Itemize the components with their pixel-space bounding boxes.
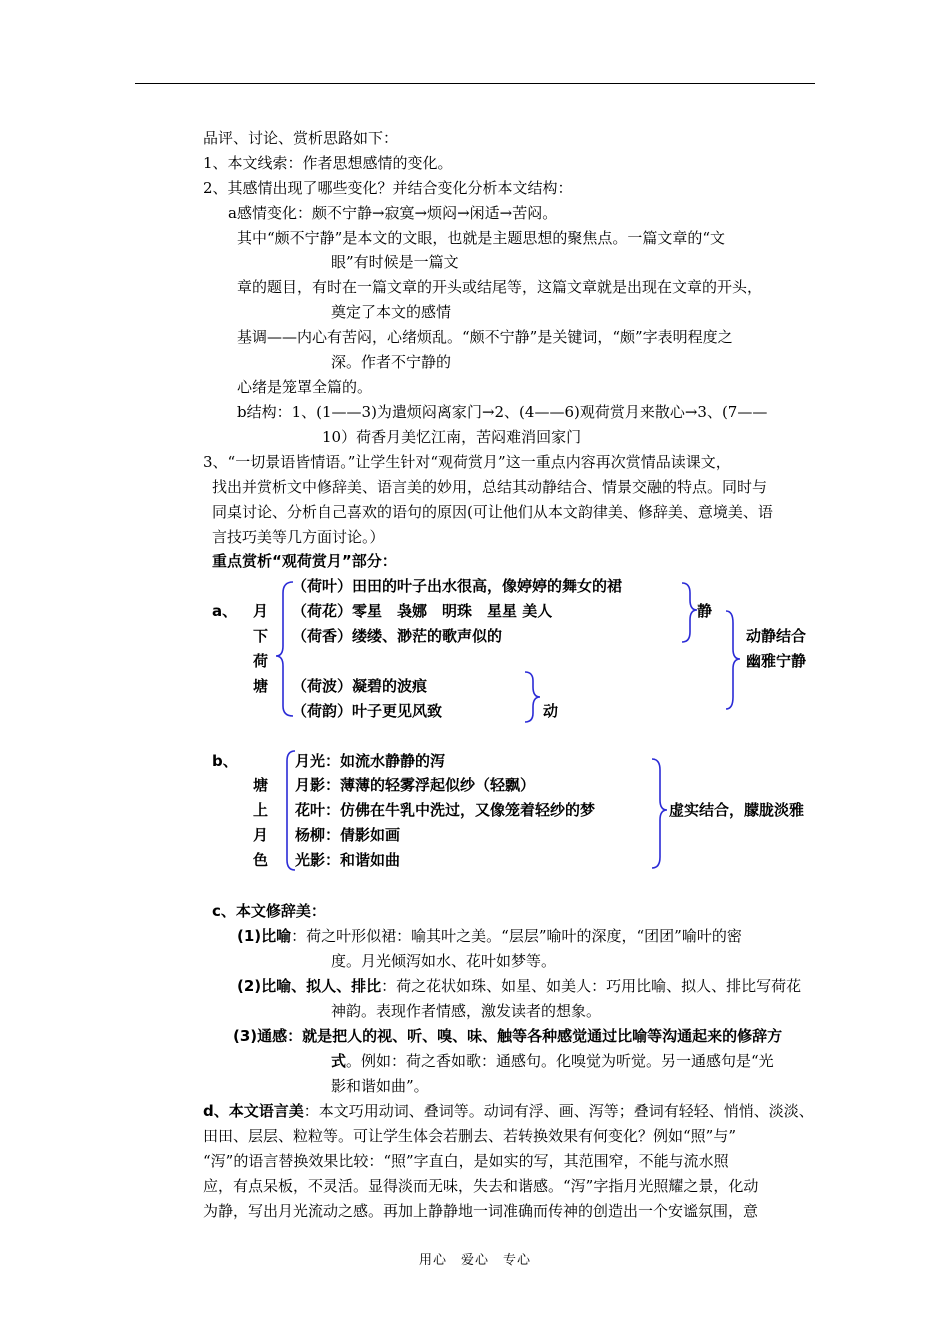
structure-line: b结构：1、(1——3)为遣烦闷离家门→2、(4——6)观荷赏月来散心→3、(7—— <box>237 403 768 421</box>
move-label: 动 <box>543 702 559 720</box>
rhetoric-item-2-cont: 神韵。表现作者情感，激发读者的想象。 <box>331 1002 602 1020</box>
language-beauty-line: “泻”的语言替换效果比较：“照”字直白，是如实的写，其范围窄，不能与流水照 <box>203 1152 729 1170</box>
section-b-vertical-char: 塘 <box>253 776 269 794</box>
section-b-vertical-char: 色 <box>253 851 269 869</box>
rhetoric-item-2 <box>237 976 801 996</box>
section-a-marker: a、 <box>212 602 238 620</box>
section-a-left-brace <box>276 582 293 716</box>
rhetoric-text: 。例如：荷之香如歌：通感句。化嗅觉为听觉。另一通感句是“光 <box>346 1052 774 1070</box>
section-a-summary: 动静结合 <box>746 627 807 645</box>
section-b-vertical-char: 月 <box>253 826 269 844</box>
point-2: 2、其感情出现了哪些变化？并结合变化分析本文结构： <box>203 179 573 197</box>
rhetoric-item-1-cont: 度。月光倾泻如水、花叶如梦等。 <box>331 952 557 970</box>
rhetoric-item-3: (3)通感：就是把人的视、听、嗅、味、触等各种感觉通过比喻等沟通起来的修辞方 <box>233 1027 783 1045</box>
point-3: 3、“一切景语皆情语。”让学生针对“观荷赏月”这一重点内容再次赏情品读课文， <box>203 453 731 471</box>
section-a-vertical-char: 月 <box>253 602 269 620</box>
rhetoric-item-1 <box>237 926 742 946</box>
point-3-cont: 言技巧美等几方面讨论。） <box>212 528 385 546</box>
lotus-leaf-item: （荷叶）田田的叶子出水很高，像婷婷的舞女的裙 <box>292 577 623 595</box>
flower-leaf-item: 花叶：仿佛在牛乳中洗过，又像笼着轻纱的梦 <box>295 801 596 819</box>
rhetoric-title: c、本文修辞美： <box>212 902 326 920</box>
still-label: 静 <box>697 602 713 620</box>
language-beauty-line: 为静，写出月光流动之感。再加上静静地一词准确而传神的创造出一个安谧氛围，意 <box>203 1202 759 1220</box>
moon-shadow-item: 月影：薄薄的轻雾浮起似纱（轻飘） <box>295 776 536 794</box>
language-beauty-line: 应，有点呆板，不灵活。显得淡而无味，失去和谐感。“泻”字指月光照耀之景，化动 <box>203 1177 759 1195</box>
rhetoric-label: 式 <box>331 1052 347 1070</box>
section-b-left-brace <box>287 751 295 870</box>
section-a-vertical-char: 荷 <box>253 652 269 670</box>
lotus-flower-item: （荷花）零星 袅娜 明珠 星星 美人 <box>292 602 553 620</box>
moonlight-item: 月光：如流水静静的泻 <box>295 752 446 770</box>
lotus-charm-item: （荷韵）叶子更见风致 <box>292 702 443 720</box>
still-brace <box>682 583 697 642</box>
section-b-right-brace <box>652 759 667 868</box>
section-b-marker: b、 <box>212 752 238 770</box>
para-line: 其中“颇不宁静”是本文的文眼，也就是主题思想的聚焦点。一篇文章的“文 <box>237 229 726 247</box>
para-line: 奠定了本文的感情 <box>331 303 452 321</box>
rhetoric-text: ：荷之花状如珠、如星、如美人：巧用比喻、拟人、排比写荷花 <box>381 977 802 995</box>
rhetoric-item-3-cont2: 影和谐如曲”。 <box>331 1077 429 1095</box>
light-shadow-item: 光影：和谐如曲 <box>295 851 401 869</box>
structure-line: 10）荷香月美忆江南，苦闷难消回家门 <box>322 428 582 446</box>
rhetoric-text: ：荷之叶形似裙：喻其叶之美。“层层”喻叶的深度，“团团”喻叶的密 <box>291 927 742 945</box>
emotion-change: a感情变化：颇不宁静→寂寞→烦闷→闲适→苦闷。 <box>228 204 558 222</box>
para-line: 基调——内心有苦闷，心绪烦乱。“颇不宁静”是关键词，“颇”字表明程度之 <box>237 328 733 346</box>
section-a-vertical-char: 下 <box>253 627 269 645</box>
section-a-vertical-char: 塘 <box>253 677 269 695</box>
para-line: 深。作者不宁静的 <box>331 353 452 371</box>
intro-heading: 品评、讨论、赏析思路如下： <box>203 129 399 147</box>
section-b-summary: 虚实结合，朦胧淡雅 <box>669 801 805 819</box>
willow-item: 杨柳：倩影如画 <box>295 826 401 844</box>
focus-title: 重点赏析“观荷赏月”部分： <box>212 552 397 570</box>
language-beauty-text: ：本文巧用动词、叠词等。动词有浮、画、泻等；叠词有轻轻、悄悄、淡淡、 <box>303 1102 814 1120</box>
rhetoric-label: (2)比喻、拟人、排比 <box>237 977 382 995</box>
point-3-cont: 找出并赏析文中修辞美、语言美的妙用，总结其动静结合、情景交融的特点。同时与 <box>212 478 768 496</box>
rhetoric-label: (1)比喻 <box>237 927 292 945</box>
section-b-vertical-char: 上 <box>253 801 269 819</box>
para-line: 章的题目，有时在一篇文章的开头或结尾等，这篇文章就是出现在文章的开头， <box>237 278 763 296</box>
point-1: 1、本文线索：作者思想感情的变化。 <box>203 154 453 172</box>
page-footer: 用心 爱心 专心 <box>418 1253 531 1268</box>
combined-right-brace <box>726 611 740 709</box>
section-a-summary: 幽雅宁静 <box>746 652 807 670</box>
lotus-fragrance-item: （荷香）缕缕、渺茫的歌声似的 <box>292 627 503 645</box>
language-beauty-line <box>203 1101 814 1121</box>
para-line: 心绪是笼罩全篇的。 <box>237 378 373 396</box>
move-brace <box>525 672 540 722</box>
language-beauty-line: 田田、层层、粒粒等。可让学生体会若删去、若转换效果有何变化？例如“照”与” <box>203 1127 737 1145</box>
point-3-cont: 同桌讨论、分析自己喜欢的语句的原因(可让他们从本文韵律美、修辞美、意境美、语 <box>212 503 773 521</box>
language-beauty-label: d、本文语言美 <box>203 1102 304 1120</box>
header-rule <box>135 83 815 84</box>
rhetoric-item-3-cont <box>331 1051 774 1071</box>
lotus-wave-item: （荷波）凝碧的波痕 <box>292 677 428 695</box>
para-line: 眼”有时候是一篇文 <box>331 253 459 271</box>
